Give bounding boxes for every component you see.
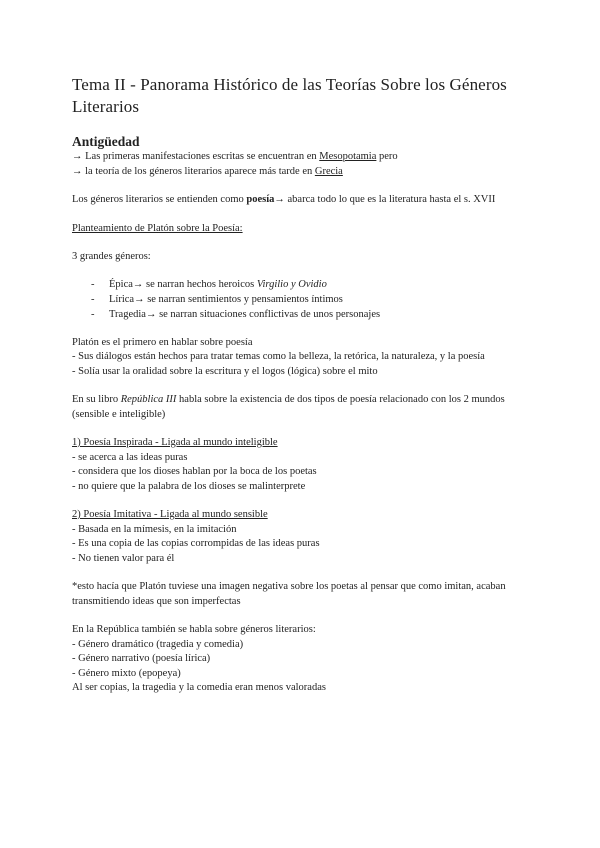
republica-prefix: En su libro <box>72 394 121 405</box>
list-item-lirica <box>91 292 542 307</box>
generos-republica-line: En la República también se habla sobre géneros literarios: <box>72 624 316 635</box>
poesia-prefix: Los géneros literarios se entienden como <box>72 194 247 205</box>
mesopotamia-underlined: Mesopotamia <box>319 151 377 162</box>
antiguedad-line-1-suffix: pero <box>376 151 398 162</box>
bullet-dash: - <box>91 308 95 320</box>
poesia-inspirada-heading: 1) Poesía Inspirada - Ligada al mundo inteligible <box>72 437 278 448</box>
republica-suffix: habla sobre la existencia de dos tipos de poesía relacionado con los 2 mundos (sensible e inteligible) <box>72 394 505 420</box>
inspirada-line: - se acerca a las ideas puras <box>72 451 188 463</box>
platon-line-2: - Sus diálogos están hechos para tratar temas como la belleza, la retórica, la naturaleza, y la poesía <box>72 351 485 362</box>
list-item-tragedia <box>91 307 542 322</box>
antiguedad-line-2 <box>72 165 542 180</box>
nota-asterisco: *esto hacía que Platón tuviese una imagen negativa sobre los poetas al pensar que como imitan, acaban transmitiendo ideas que son imperfectas <box>72 581 506 607</box>
antiguedad-line-1-text: → Las primeras manifestaciones escritas se encuentran en <box>72 151 320 162</box>
poesia-definition <box>72 193 542 208</box>
imitativa-line: - No tienen valor para él <box>72 552 175 564</box>
list-item-text: Tragedia→ se narran situaciones conflictivas de unos personajes <box>109 308 381 320</box>
tres-generos-intro: 3 grandes géneros: <box>72 251 151 262</box>
poesia-imitativa-heading: 2) Poesía Imitativa - Ligada al mundo sensible <box>72 509 268 520</box>
generos-republica-line: - Género dramático (tragedia y comedia) <box>72 638 244 650</box>
platon-line-1: Platón es el primero en hablar sobre poesía <box>72 336 253 348</box>
inspirada-line: - considera que los dioses hablan por la boca de los poetas <box>72 466 317 477</box>
bullet-dash: - <box>91 278 95 290</box>
document-page <box>72 74 542 696</box>
poesia-suffix: → abarca todo lo que es la literatura hasta el s. XVII <box>274 194 496 205</box>
imitativa-line: - Basada en la mímesis, en la imitación <box>72 523 237 535</box>
poesia-bold: poesía <box>246 194 275 205</box>
section-heading-antiguedad: Antigüedad <box>72 134 140 149</box>
antiguedad-line-2-text: → la teoría de los géneros literarios aparece más tarde en <box>72 165 315 177</box>
list-item-epica <box>91 277 542 292</box>
generos-republica-line: - Género narrativo (poesía lírica) <box>72 653 211 664</box>
platon-heading: Planteamiento de Platón sobre la Poesía: <box>72 222 243 234</box>
inspirada-line: - no quiere que la palabra de los dioses se malinterprete <box>72 480 306 492</box>
platon-line-3: - Solía usar la oralidad sobre la escritura y el logos (lógica) sobre el mito <box>72 365 378 377</box>
list-item-text: Lírica→ se narran sentimientos y pensamientos íntimos <box>109 293 343 305</box>
bullet-dash: - <box>91 293 95 305</box>
republica-paragraph <box>72 393 542 422</box>
antiguedad-line-1 <box>72 150 542 165</box>
grecia-underlined: Grecia <box>314 165 343 177</box>
generos-republica-line: Al ser copias, la tragedia y la comedia eran menos valoradas <box>72 682 326 693</box>
republica-italic: República III <box>120 394 177 405</box>
list-item-italic: Virgilio y Ovidio <box>256 278 327 290</box>
list-item-text: Épica→ se narran hechos heroicos <box>109 278 257 290</box>
document-title: Tema II - Panorama Histórico de las Teorías Sobre los Géneros Literarios <box>72 75 507 116</box>
generos-republica-line: - Género mixto (epopeya) <box>72 667 181 679</box>
generos-list <box>72 277 542 322</box>
imitativa-line: - Es una copia de las copias corrompidas de las ideas puras <box>72 538 320 549</box>
